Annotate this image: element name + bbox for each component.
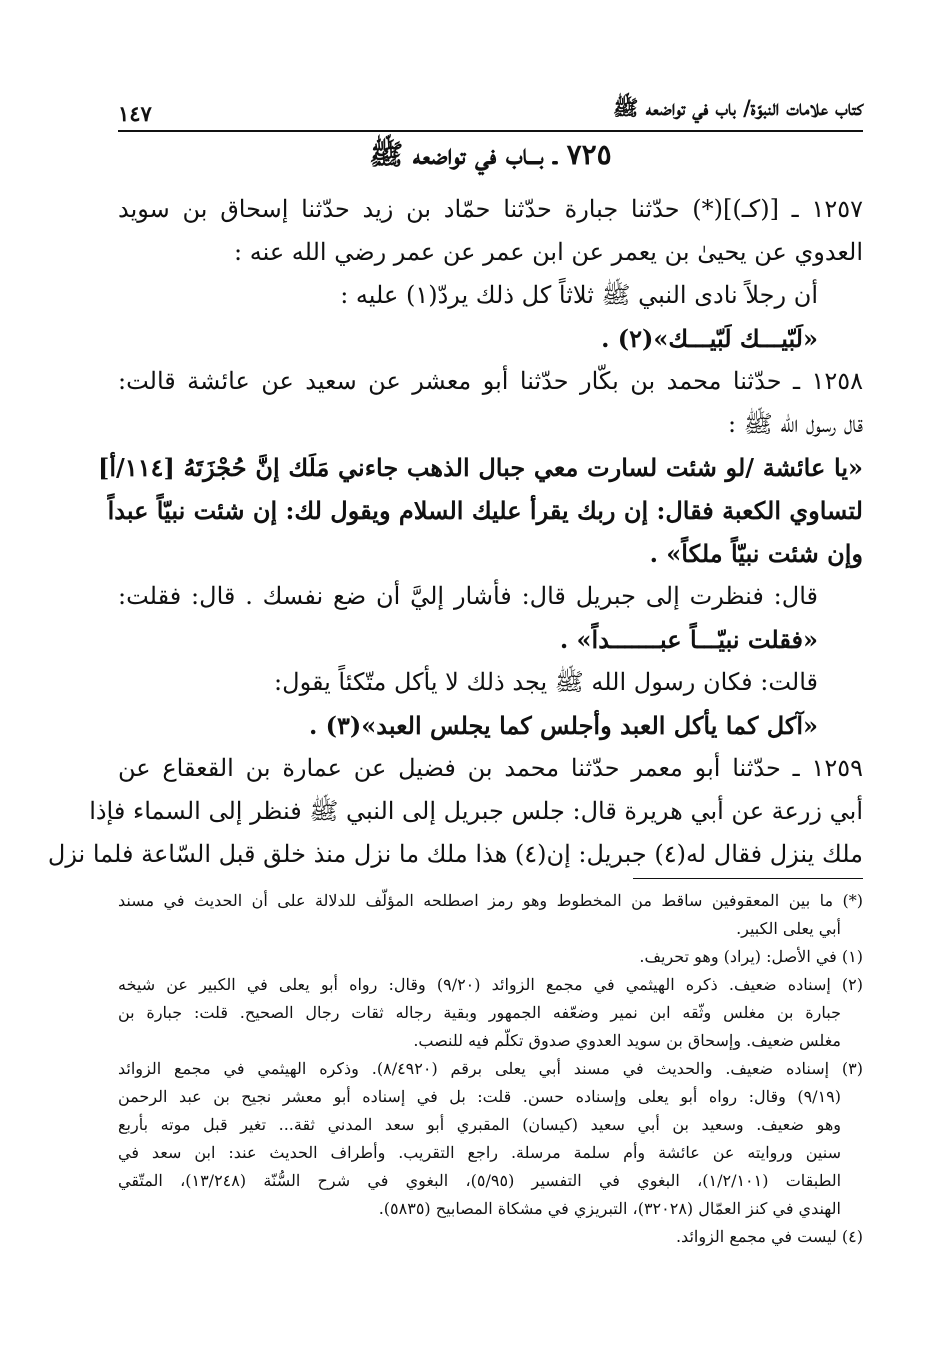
text-line: أبي زرعة عن أبي هريرة قال: جلس جبريل إلى النبي ﷺ فنظر إلى السماء فإذا [89, 797, 863, 825]
footnote-rule [633, 878, 863, 879]
text-line: قال: فنظرت إلى جبريل قال: فأشار إليَّ أن ضع نفسك . قال: فقلت: [118, 582, 818, 610]
footnote-line: (٣) إسناده ضعيف. والحديث في مسند أبي يعلى برقم (٨/٤٩٢٠). وذكره الهيثمي في مجمع الزوائد [118, 1059, 863, 1078]
main-text [47, 188, 863, 876]
footnote-line: (٤) ليست في مجمع الزوائد. [675, 1227, 863, 1246]
chapter-title: ٧٢٥ ـ بـــاب في تواضعه ﷺ [369, 138, 612, 171]
footnote-line: جبارة بن مغلس وثّقه ابن نمير وضعّفه الجمهور وبقية رجاله ثقات رجال الصحيح. قلت: جبارة بن [118, 1003, 841, 1022]
running-title: كتاب علامات النبوّة/ باب في تواضعه ﷺ [613, 95, 863, 120]
footnote-line: مغلس ضعيف. وإسحاق بن سويد العدوي صدوق تكلّم فيه للنصب. [413, 1031, 841, 1050]
text-line: «آكل كما يأكل العبد وأجلس كما يجلس العبد»(٣) . [308, 711, 818, 740]
text-line: ١٢٥٧ ـ [(كـ)](*) حدّثنا جبارة حدّثنا حمّاد بن زيد حدّثنا إسحاق بن سويد [118, 195, 863, 223]
footnote-line: (٩/١٩) وقال: رواه أبو يعلى وإسناده حسن. قلت: بل في إسناده أبو معشر نجيح بن عبد الرحمن [118, 1087, 841, 1106]
text-line: قال رسول الله ﷺ : [728, 410, 863, 438]
text-line: قالت: فكان رسول الله ﷺ يجد ذلك لا يأكل متّكئاً يقول: [274, 668, 818, 696]
footnote-line: الهندي في كنز العمّال (٣٢٠٢٨)، التبريزي في مشكاة المصابيح (٥٨٣٥). [378, 1199, 841, 1218]
page-number: ١٤٧ [118, 101, 152, 126]
footnote-line: (١) في الأصل: (يراد) وهو تحريف. [639, 947, 863, 966]
text-line: لتساوي الكعبة فقال: إن ربك يقرأ عليك السلام ويقول لك: إن شئت نبيّاً عبداً [107, 496, 863, 525]
footnote-line: وهو ضعيف. وسعيد بن أبي سعيد (كيسان) المقبري أبو سعد المدني ثقة... تغير قبل موته بأربع [118, 1115, 841, 1134]
page-header [118, 86, 863, 126]
footnote-line: (٢) إسناده ضعيف. ذكره الهيثمي في مجمع الزوائد (٩/٢٠) وقال: رواه أبو يعلى في الكبير عن شيخه [118, 975, 863, 994]
text-line: ملك ينزل فقال له(٤) جبريل: إن(٤) هذا ملك ما نزل منذ خلق قبل السّاعة فلما نزل [47, 840, 863, 868]
text-line: أن رجلاً نادى النبي ﷺ ثلاثاً كل ذلك يردّ(١) عليه : [340, 281, 818, 309]
footnote-line: سنين وروايته عن عائشة وأم سلمة مرسلة. راجع التقريب. وأطراف الحديث عند: ابن سعد في [118, 1143, 841, 1162]
text-line: ١٢٥٩ ـ حدّثنا أبو معمر حدّثنا محمد بن فضيل عن عمارة بن القعقاع عن [118, 754, 863, 782]
text-line: ١٢٥٨ ـ حدّثنا محمد بن بكّار حدّثنا أبو معشر عن سعيد عن عائشة قالت: [118, 367, 863, 395]
text-line: «فقلت نبيّـــاً عبـــــــداً» . [559, 625, 818, 654]
text-line: العدوي عن يحيىٰ بن يعمر عن ابن عمر عن عمر رضي الله عنه : [234, 238, 863, 266]
footnote-line: أبي يعلى الكبير. [736, 919, 841, 938]
text-line: وإن شئت نبيّاً ملكاً» . [649, 539, 863, 568]
footnotes [118, 887, 863, 1251]
header-rule [118, 130, 863, 132]
footnote-line: (*) ما بين المعقوفين ساقط من المخطوط وهو رمز اصطلحه المؤلّف للدلالة على أن الحديث في مسند [118, 891, 863, 910]
footnote-line: الطبقات (١/٢/١٠١)، البغوي في التفسير (٥/٩٥)، البغوي في شرح السُّنّة (١٣/٢٤٨)، المتّقي [118, 1171, 842, 1190]
text-line: «يا عائشة /لو شئت لسارت معي جبال الذهب جاءني مَلَك إنَّ حُجْزَتَهُ [١١٤/أ] [98, 453, 863, 482]
text-line: «لَبّيـــك لَبّيـــك»(٢) . [601, 324, 818, 353]
